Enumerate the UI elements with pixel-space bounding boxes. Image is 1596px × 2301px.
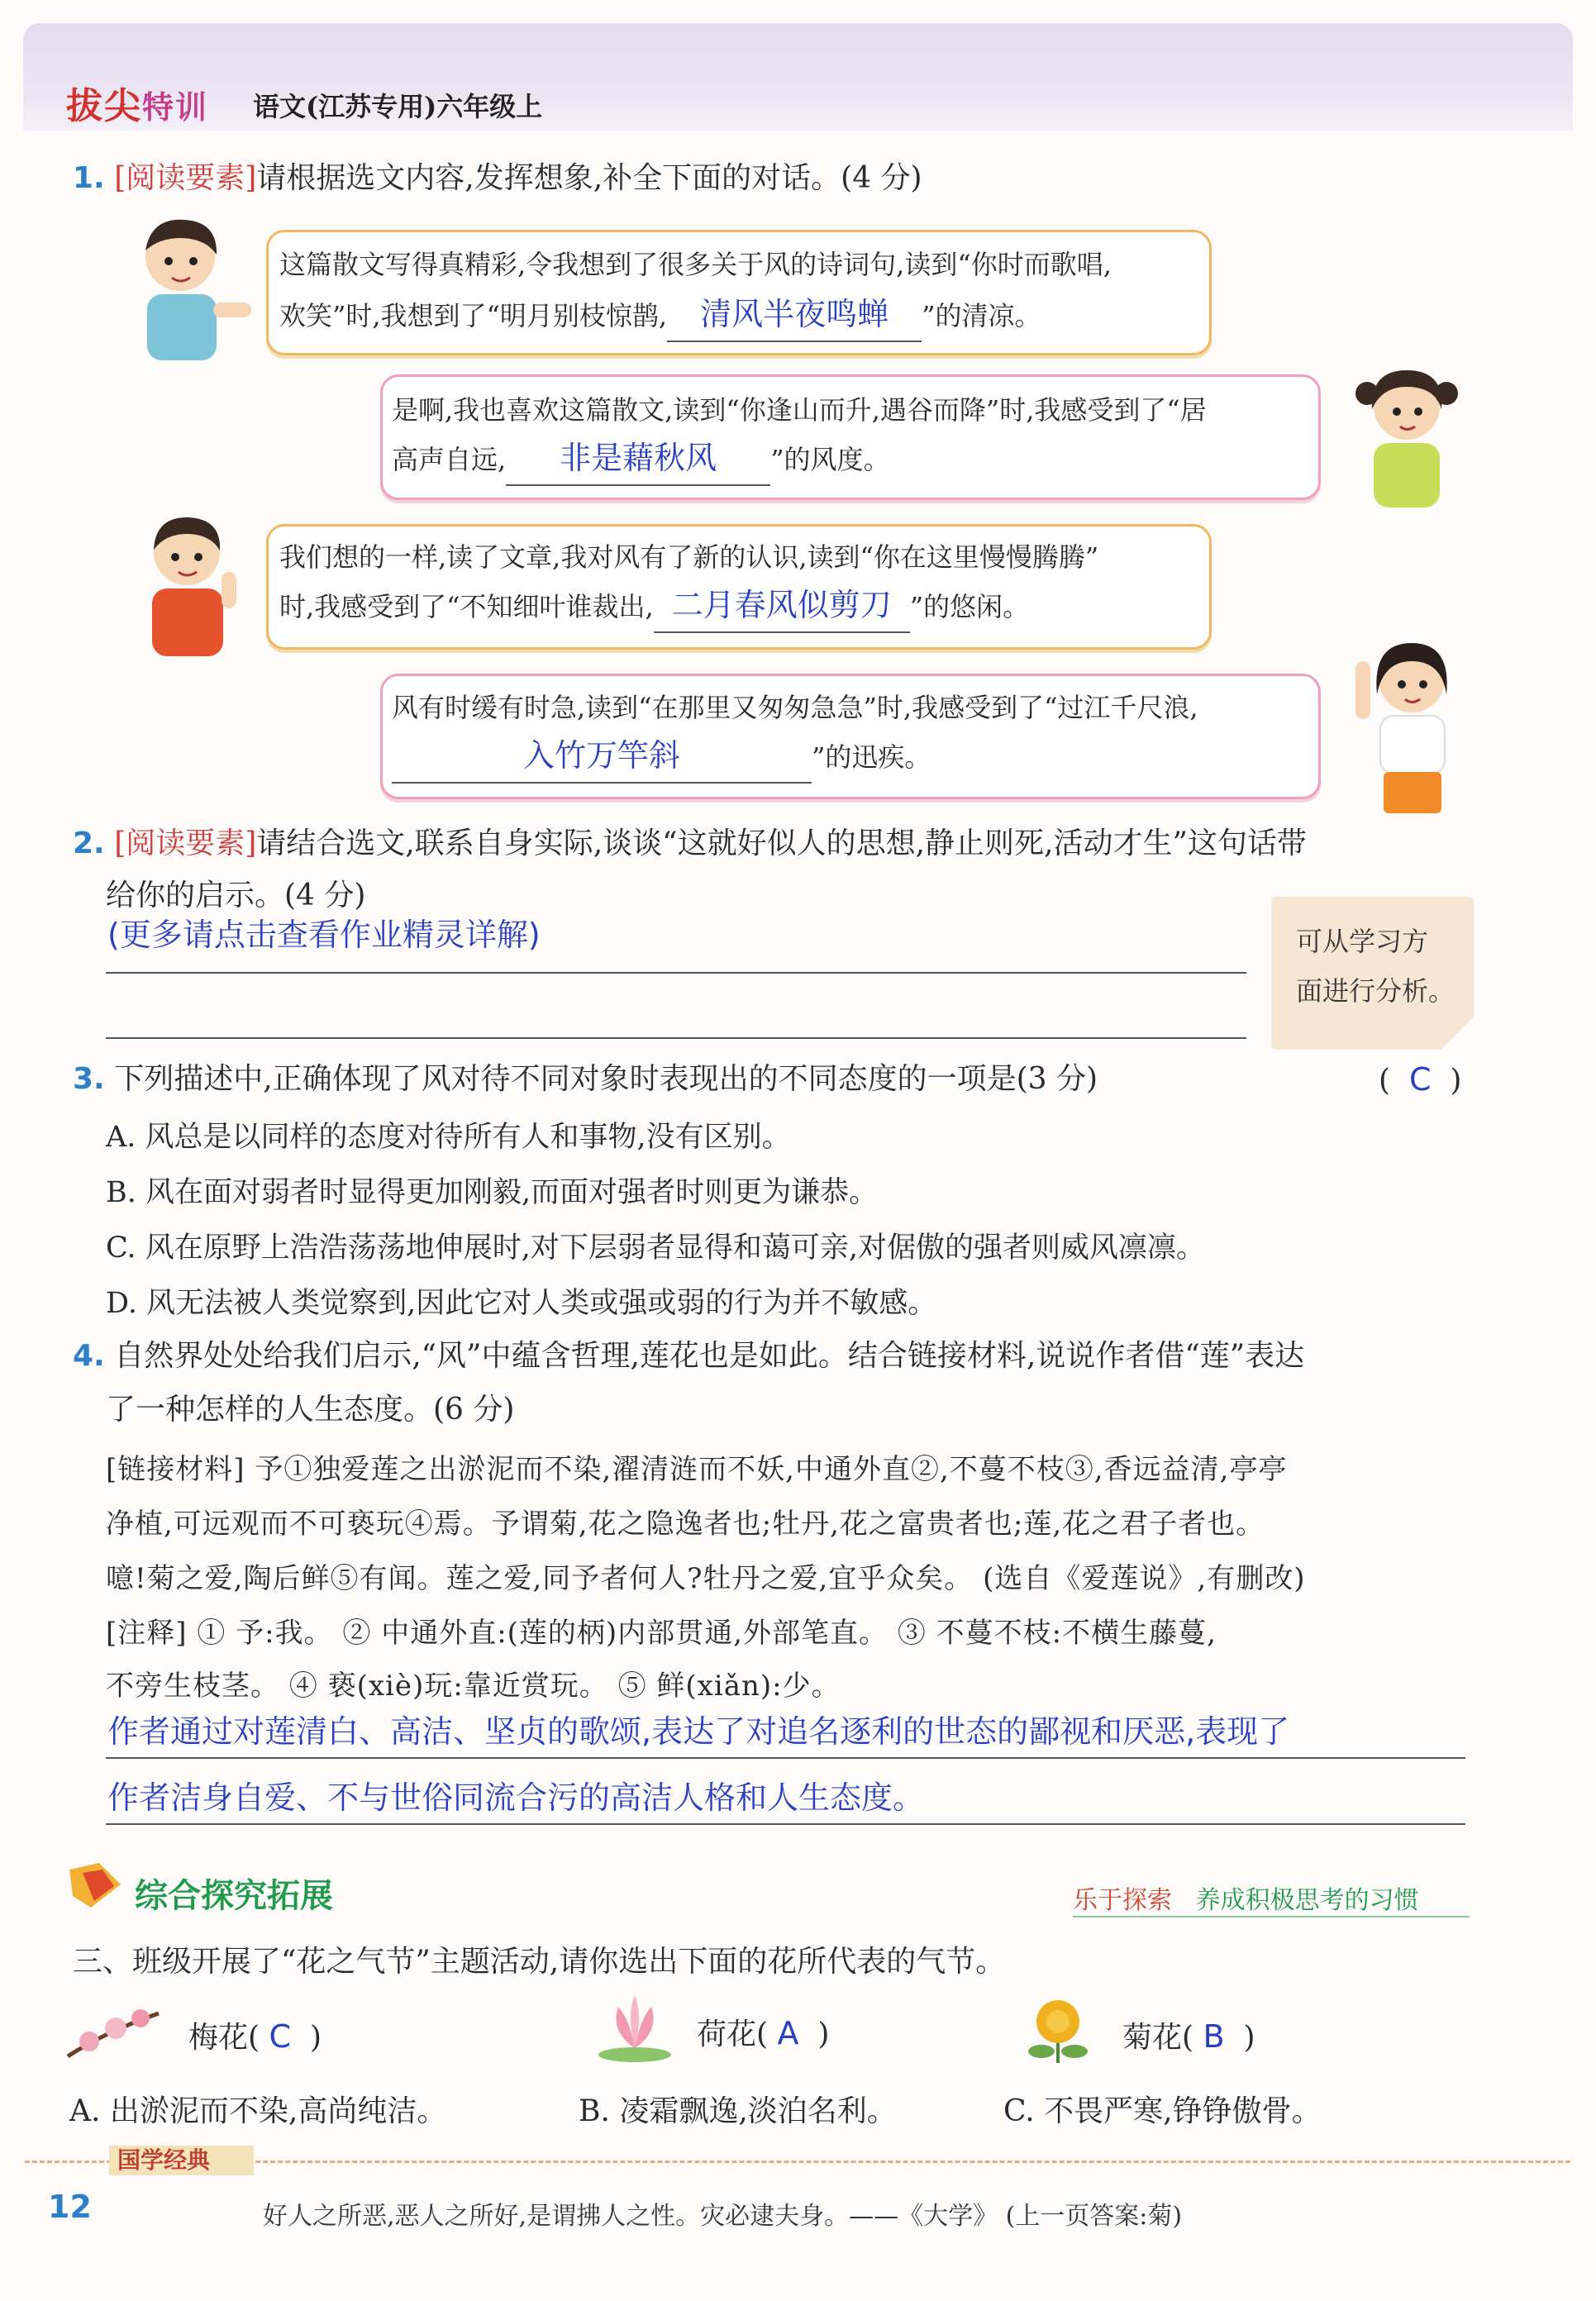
q4-prompt-line1: 4. 自然界处处给我们启示,“风”中蕴含哲理,莲花也是如此。结合链接材料,说说作者借“莲”表达 [73, 1339, 1305, 1373]
chrysanthemum-answer: B [1203, 2018, 1225, 2055]
bubble-2-line1: 是啊,我也喜欢这篇散文,读到“你逢山而升,遇谷而降”时,我感受到了“居 [392, 394, 1207, 426]
q2-prompt-line2: 给你的启示。(4 分) [106, 879, 366, 912]
q3-prompt: 3. 下列描述中,正确体现了风对待不同对象时表现出的不同态度的一项是(3 分) [73, 1062, 1098, 1096]
footer-quote: 好人之所恶,恶人之所好,是谓拂人之性。灾必逮夫身。——《大学》 (上一页答案:菊) [263, 2202, 1183, 2231]
q2-answer: (更多请点击查看作业精灵详解) [107, 917, 541, 953]
answer-line [106, 1037, 1246, 1039]
flower-option-a: A. 出淤泥而不染,高尚纯洁。 [69, 2094, 447, 2128]
bubble-4-line2: 入竹万竿斜 ”的迅疾。 [392, 731, 931, 784]
bubble-4-line1: 风有时缓有时急,读到“在那里又匆匆急急”时,我感受到了“过江千尺浪, [392, 692, 1198, 723]
book-subject: 语文(江苏专用)六年级上 [253, 91, 543, 122]
q4-prompt-line2: 了一种怎样的人生态度。(6 分) [106, 1393, 515, 1427]
answer-line [106, 1757, 1465, 1759]
section-slogan: 乐于探索 养成积极思考的习惯 [1073, 1886, 1419, 1915]
section-underline [1073, 1916, 1470, 1918]
bubble-3-answer: 二月春风似剪刀 [671, 587, 892, 623]
section-title: 综合探究拓展 [135, 1877, 333, 1915]
flowers-prompt: 三、班级开展了“花之气节”主题活动,请你选出下面的花所代表的气节。 [73, 1945, 1006, 1979]
bubble-3-line1: 我们想的一样,读了文章,我对风有了新的认识,读到“你在这里慢慢腾腾” [279, 541, 1099, 573]
lotus-answer: A [777, 2015, 799, 2051]
q3-option-d: D. 风无法被人类觉察到,因此它对人类或强或弱的行为并不敏感。 [106, 1287, 937, 1320]
answer-line [106, 1823, 1465, 1825]
bubble-1-line1: 这篇散文写得真精彩,令我想到了很多关于风的诗词句,读到“你时而歌唱, [279, 249, 1112, 280]
footer-divider [25, 2160, 1570, 2163]
q3-option-a: A. 风总是以同样的态度对待所有人和事物,没有区别。 [106, 1121, 791, 1154]
q3-answer: C [1408, 1061, 1432, 1098]
plum-blossom-icon [64, 1998, 162, 2063]
q1-prompt: 1. [阅读要素]请根据选文内容,发挥想象,补全下面的对话。(4 分) [73, 161, 922, 195]
book-brand: 拔尖特训 [66, 85, 209, 127]
notes-line-2: 不旁生枝茎。 ④ 亵(xiè)玩:靠近赏玩。 ⑤ 鲜(xiǎn):少。 [106, 1670, 841, 1703]
bubble-2-answer: 非是藉秋风 [560, 440, 717, 476]
flower-option-c: C. 不畏严寒,铮铮傲骨。 [1003, 2094, 1322, 2128]
material-line-3: 噫!菊之爱,陶后鲜⑤有闻。莲之爱,同予者何人?牡丹之爱,宜乎众矣。 (选自《爱莲说》,有删改) [106, 1562, 1306, 1595]
bubble-3-line2: 时,我感受到了“不知细叶谁裁出, 二月春风似剪刀 ”的悠闲。 [279, 580, 1029, 633]
footer-tag: 国学经典 [109, 2146, 254, 2175]
material-line-2: 净植,可远观而不可亵玩④焉。予谓菊,花之隐逸者也;牡丹,花之富贵者也;莲,花之君子者也。 [106, 1508, 1265, 1541]
boy-orange-character-icon [129, 512, 261, 661]
plum-answer: C [269, 2018, 292, 2055]
bubble-1-answer: 清风半夜鸣蝉 [700, 296, 889, 332]
q3-option-c: C. 风在原野上浩浩荡荡地伸展时,对下层弱者显得和蔼可亲,对倨傲的强者则威风凛凛。 [106, 1231, 1206, 1265]
q3-option-b: B. 风在面对弱者时显得更加刚毅,而面对强者时则更为谦恭。 [106, 1176, 879, 1209]
answer-line [106, 972, 1246, 974]
page-number: 12 [48, 2189, 92, 2225]
girl-waving-character-icon [1355, 636, 1471, 827]
chrysanthemum-icon [1017, 1990, 1099, 2065]
q2-prompt-line1: 2. [阅读要素]请结合选文,联系自身实际,谈谈“这就好似人的思想,静止则死,活动才生”这句话带 [73, 827, 1307, 860]
q3-answer-slot: ( C ) [1379, 1061, 1462, 1098]
notes-line-1: [注释] ① 予:我。 ② 中通外直:(莲的柄)内部贯通,外部笔直。 ③ 不蔓不枝:不横生藤蔓, [106, 1617, 1217, 1650]
bubble-2-line2: 高声自远, 非是藉秋风 ”的风度。 [392, 433, 890, 486]
section-flag-icon [66, 1860, 126, 1913]
material-line-1: [链接材料] 予①独爱莲之出淤泥而不染,濯清涟而不妖,中通外直②,不蔓不枝③,香远益清,亭亭 [106, 1453, 1288, 1486]
flower-item-chrysanthemum: 菊花( B ) [1122, 2018, 1255, 2055]
flower-item-plum: 梅花( C ) [188, 2018, 322, 2055]
girl-character-icon [1355, 364, 1463, 512]
flower-option-b: B. 凌霜飘逸,淡泊名利。 [579, 2094, 897, 2128]
bubble-1-line2: 欢笑”时,我想到了“明月别枝惊鹊, 清风半夜鸣蝉 ”的清凉。 [279, 289, 1041, 342]
hint-box: 可从学习方 面进行分析。 [1271, 897, 1474, 1050]
bubble-4-answer: 入竹万竿斜 [522, 737, 680, 774]
lotus-flower-icon [593, 1990, 678, 2065]
q4-answer-line1: 作者通过对莲清白、高洁、坚贞的歌颂,表达了对追名逐利的世态的鄙视和厌恶,表现了 [107, 1713, 1290, 1750]
q4-answer-line2: 作者洁身自爱、不与世俗同流合污的高洁人格和人生态度。 [107, 1779, 925, 1816]
flower-item-lotus: 荷花( A ) [697, 2015, 830, 2051]
boy-character-icon [114, 213, 255, 379]
